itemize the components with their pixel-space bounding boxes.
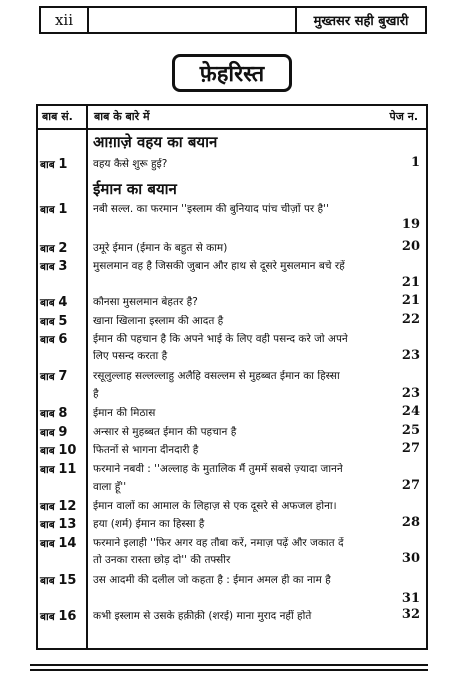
chapter-title-cont: वाला हूँ'' <box>93 481 127 493</box>
bab-cell: बाब 11 <box>40 462 77 477</box>
page-ref: 27 <box>401 478 420 493</box>
page-ref: 32 <box>401 607 420 622</box>
page-ref: 21 <box>401 275 420 290</box>
chapter-title: हया (शर्म) ईमान का हिस्सा है <box>93 518 205 530</box>
chapter-title-cont: तो उनका रास्ता छोड़ दो'' की तफ्सीर <box>93 554 231 566</box>
page-ref: 21 <box>401 293 420 308</box>
bab-cell: बाब 6 <box>40 332 68 347</box>
page-ref: 1 <box>410 155 420 170</box>
section-heading: आग़ाज़े वहय का बयान <box>93 133 218 151</box>
chapter-title: ईमान वालों का आमाल के लिहाज़ से एक दूसरे से अफजल होना। <box>93 500 337 512</box>
column-divider <box>86 106 88 648</box>
chapter-title: नबी सल्ल. का फरमान ''इस्लाम की बुनियाद पांच चीज़ों पर है'' <box>93 203 329 215</box>
bab-cell: बाब 10 <box>40 443 77 458</box>
section-heading: ईमान का बयान <box>93 180 177 198</box>
running-header <box>39 6 427 34</box>
col-header-about: बाब के बारे में <box>94 110 150 123</box>
header-spacer <box>89 8 297 32</box>
chapter-title: मुसलमान वह है जिसकी जुबान और हाथ से दूसरे मुसलमान बचे रहें <box>93 260 345 272</box>
chapter-title: अन्सार से मुहब्बत ईमान की पहचान है <box>93 426 237 438</box>
page-ref: 30 <box>401 551 420 566</box>
bottom-rule <box>30 669 428 671</box>
col-header-page: पेज न. <box>389 110 418 123</box>
page-ref: 23 <box>401 386 420 401</box>
page-ref: 22 <box>401 312 420 327</box>
page-ref: 25 <box>401 423 420 438</box>
bab-cell: बाब 13 <box>40 517 77 532</box>
bab-cell: बाब 1 <box>40 157 68 172</box>
bab-cell: बाब 15 <box>40 573 77 588</box>
page-number: xii <box>41 8 89 32</box>
chapter-title: कौनसा मुसलमान बेहतर है? <box>93 296 198 308</box>
bab-cell: बाब 2 <box>40 241 68 256</box>
chapter-title: फरमाने इलाही ''फिर अगर वह तौबा करें, नमाज़ पढ़ें और जकात दें <box>93 537 344 549</box>
bab-cell: बाब 7 <box>40 369 68 384</box>
bab-cell: बाब 1 <box>40 202 68 217</box>
chapter-title: ईमान की मिठास <box>93 407 156 419</box>
bottom-rule <box>30 664 428 666</box>
toc-table <box>36 104 428 650</box>
col-header-bab: बाब सं. <box>42 110 73 123</box>
chapter-title: वहय कैसे शुरू हुई? <box>93 158 168 170</box>
chapter-title: उमूरे ईमान (ईमान के बहुत से काम) <box>93 242 228 254</box>
page-ref: 31 <box>401 591 420 606</box>
chapter-title: फितनों से भागना दीनदारी है <box>93 444 199 456</box>
bab-cell: बाब 14 <box>40 536 77 551</box>
page-title: फ़ेहरिस्त <box>172 54 292 92</box>
chapter-title-cont: है <box>93 388 99 400</box>
bab-cell: बाब 3 <box>40 259 68 274</box>
bab-cell: बाब 9 <box>40 425 68 440</box>
chapter-title: कभी इस्लाम से उसके हक़ीक़ी (शरई) माना मुराद नहीं होते <box>93 610 312 622</box>
chapter-title: उस आदमी की दलील जो कहता है : ईमान अमल ही का नाम है <box>93 574 331 586</box>
page-ref: 20 <box>401 239 420 254</box>
book-title: मुख्तसर सही बुखारी <box>313 14 409 29</box>
bab-cell: बाब 12 <box>40 499 77 514</box>
chapter-title: फरमाने नबवी : ''अल्लाह के मुतालिक मैं तुममें सबसे ज़्यादा जानने <box>93 463 343 475</box>
header-rule <box>38 128 426 130</box>
page-ref: 27 <box>401 441 420 456</box>
chapter-title: रसूलुल्लाह सल्लल्लाहु अलैहि वसल्लम से मुहब्बत ईमान का हिस्सा <box>93 370 340 382</box>
bab-cell: बाब 16 <box>40 609 77 624</box>
bab-cell: बाब 4 <box>40 295 68 310</box>
chapter-title: खाना खिलाना इस्लाम की आदत है <box>93 315 224 327</box>
page-ref: 24 <box>401 404 420 419</box>
page-ref: 19 <box>401 217 420 232</box>
page-ref: 28 <box>401 515 420 530</box>
page-ref: 23 <box>401 348 420 363</box>
bab-cell: बाब 8 <box>40 406 68 421</box>
chapter-title: ईमान की पहचान है कि अपने भाई के लिए वही पसन्द करे जो अपने <box>93 333 348 345</box>
bab-cell: बाब 5 <box>40 314 68 329</box>
chapter-title-cont: लिए पसन्द करता है <box>93 350 168 362</box>
